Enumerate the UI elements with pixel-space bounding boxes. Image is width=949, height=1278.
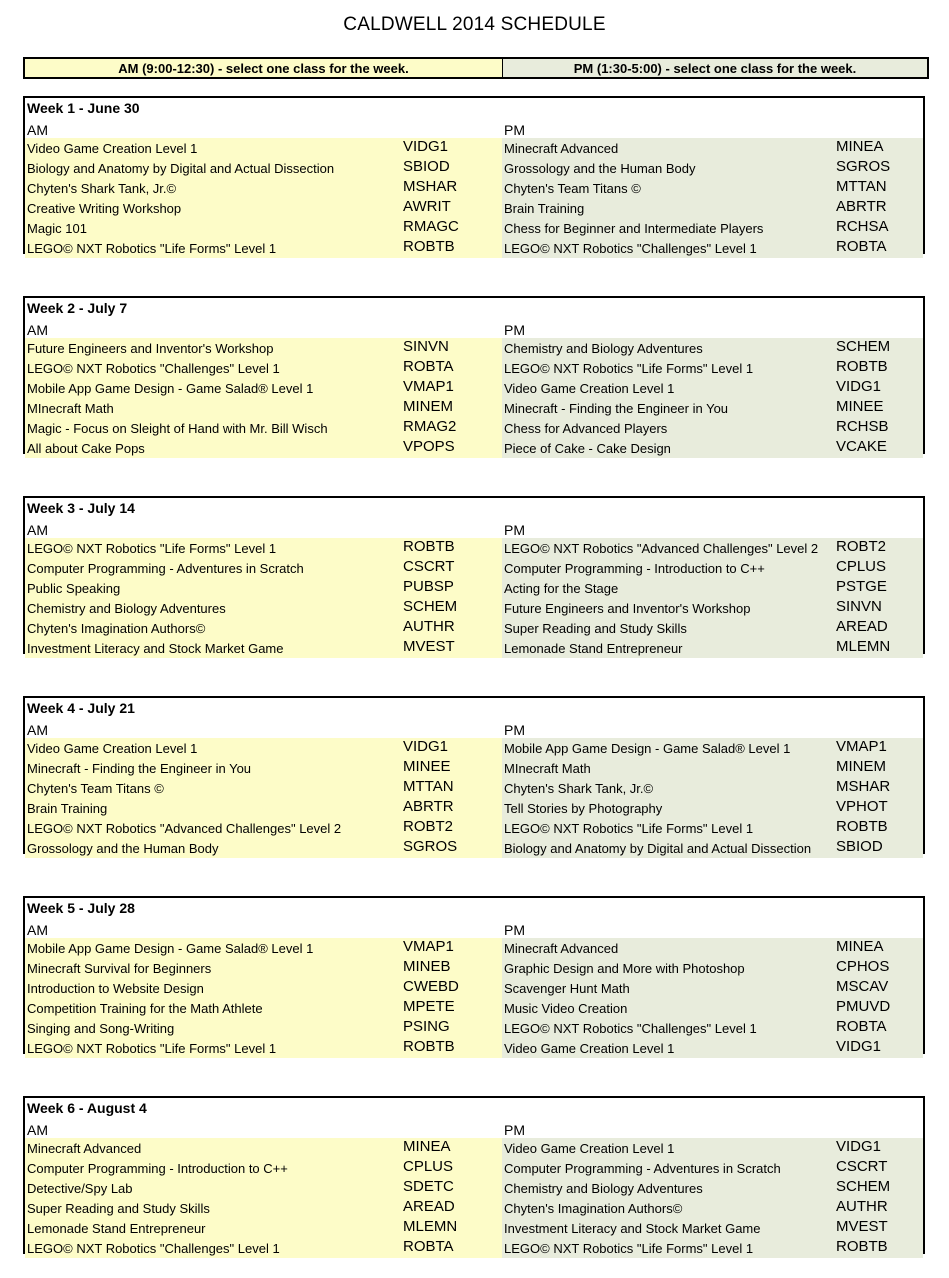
class-row [25, 538, 923, 558]
class-row [25, 238, 923, 258]
class-row [25, 998, 923, 1018]
pm-class-code: MSCAV [836, 978, 889, 995]
am-class-cell [25, 958, 502, 978]
pm-class-cell [502, 578, 923, 598]
am-class-code: MSHAR [403, 178, 458, 195]
class-row [25, 1138, 923, 1158]
class-row [25, 398, 923, 418]
class-row [25, 958, 923, 978]
pm-class-cell [502, 398, 923, 418]
week-block-3 [23, 496, 925, 654]
am-label: AM [27, 322, 48, 338]
pm-class-code: VCAKE [836, 438, 887, 455]
class-row [25, 378, 923, 398]
am-class-cell [25, 338, 502, 358]
class-rows [25, 138, 923, 258]
am-class-cell [25, 238, 502, 258]
pm-class-name: Minecraft - Finding the Engineer in You [504, 401, 729, 416]
am-class-code: VMAP1 [403, 938, 454, 955]
pm-class-name: MInecraft Math [504, 761, 591, 776]
pm-class-name: Video Game Creation Level 1 [504, 1041, 675, 1056]
am-class-code: MINEM [403, 398, 453, 415]
week-block-2 [23, 296, 925, 454]
pm-class-cell [502, 338, 923, 358]
am-class-cell [25, 598, 502, 618]
pm-class-cell [502, 218, 923, 238]
session-banner [23, 57, 929, 79]
am-label: AM [27, 922, 48, 938]
pm-class-name: Graphic Design and More with Photoshop [504, 961, 745, 976]
pm-class-name: Chyten's Imagination Authors© [504, 1201, 683, 1216]
class-row [25, 798, 923, 818]
pm-class-code: MTTAN [836, 178, 887, 195]
am-class-name: Minecraft - Finding the Engineer in You [27, 761, 252, 776]
am-class-cell [25, 398, 502, 418]
pm-class-code: SCHEM [836, 1178, 891, 1195]
am-class-code: VIDG1 [403, 138, 449, 155]
pm-class-code: CPLUS [836, 558, 887, 575]
am-class-name: Detective/Spy Lab [27, 1181, 133, 1196]
pm-class-code: SBIOD [836, 838, 883, 855]
am-class-name: Mobile App Game Design - Game Salad® Level 1 [27, 381, 314, 396]
week-block-6 [23, 1096, 925, 1254]
am-class-name: Investment Literacy and Stock Market Game [27, 641, 284, 656]
pm-label: PM [504, 922, 525, 938]
pm-class-name: Minecraft Advanced [504, 941, 619, 956]
pm-label: PM [504, 122, 525, 138]
am-class-cell [25, 158, 502, 178]
am-class-code: VPOPS [403, 438, 455, 455]
pm-class-cell [502, 438, 923, 458]
am-class-name: Minecraft Survival for Beginners [27, 961, 212, 976]
am-class-cell [25, 1198, 502, 1218]
am-session-banner: AM (9:00-12:30) - select one class for the week. [25, 59, 503, 77]
am-class-name: LEGO© NXT Robotics "Life Forms" Level 1 [27, 541, 277, 556]
pm-class-name: Chemistry and Biology Adventures [504, 1181, 703, 1196]
am-class-code: MINEB [403, 958, 451, 975]
am-class-code: SDETC [403, 1178, 454, 1195]
class-row [25, 758, 923, 778]
pm-class-cell [502, 938, 923, 958]
week-block-1 [23, 96, 925, 254]
am-class-name: Super Reading and Study Skills [27, 1201, 210, 1216]
am-class-code: ROBTA [403, 1238, 454, 1255]
class-row [25, 978, 923, 998]
pm-class-cell [502, 1158, 923, 1178]
pm-class-name: LEGO© NXT Robotics "Challenges" Level 1 [504, 1021, 757, 1036]
pm-class-cell [502, 538, 923, 558]
pm-class-cell [502, 558, 923, 578]
pm-class-code: SCHEM [836, 338, 891, 355]
week-title: Week 2 - July 7 [27, 300, 128, 316]
am-class-name: MInecraft Math [27, 401, 114, 416]
am-class-cell [25, 998, 502, 1018]
am-class-code: ROBT2 [403, 818, 454, 835]
am-class-cell [25, 578, 502, 598]
class-row [25, 838, 923, 858]
am-class-name: Magic - Focus on Sleight of Hand with Mr. Bill Wisch [27, 421, 328, 436]
class-rows [25, 338, 923, 458]
week-title: Week 5 - July 28 [27, 900, 135, 916]
am-class-name: Chyten's Team Titans © [27, 781, 164, 796]
class-row [25, 1198, 923, 1218]
am-class-name: Video Game Creation Level 1 [27, 741, 198, 756]
am-class-name: Minecraft Advanced [27, 1141, 142, 1156]
am-class-code: CWEBD [403, 978, 459, 995]
pm-class-code: VMAP1 [836, 738, 887, 755]
pm-class-code: ROBTA [836, 1018, 887, 1035]
am-class-cell [25, 218, 502, 238]
am-class-code: RMAG2 [403, 418, 457, 435]
pm-class-name: Music Video Creation [504, 1001, 628, 1016]
am-class-code: MPETE [403, 998, 455, 1015]
pm-label: PM [504, 1122, 525, 1138]
pm-class-code: CPHOS [836, 958, 890, 975]
am-class-cell [25, 1218, 502, 1238]
pm-class-name: Chess for Beginner and Intermediate Players [504, 221, 764, 236]
class-rows [25, 1138, 923, 1258]
am-class-code: VMAP1 [403, 378, 454, 395]
am-class-cell [25, 778, 502, 798]
am-class-cell [25, 798, 502, 818]
am-class-code: AUTHR [403, 618, 455, 635]
pm-class-code: VIDG1 [836, 378, 882, 395]
class-row [25, 1218, 923, 1238]
am-class-code: CPLUS [403, 1158, 454, 1175]
class-row [25, 138, 923, 158]
am-class-cell [25, 1158, 502, 1178]
am-class-code: ROBTB [403, 538, 455, 555]
page-title: CALDWELL 2014 SCHEDULE [343, 14, 606, 35]
week-block-4 [23, 696, 925, 854]
am-class-name: All about Cake Pops [27, 441, 145, 456]
pm-class-cell [502, 358, 923, 378]
am-class-code: ROBTB [403, 1038, 455, 1055]
am-class-code: RMAGC [403, 218, 459, 235]
pm-class-code: RCHSB [836, 418, 889, 435]
am-class-name: Chyten's Imagination Authors© [27, 621, 206, 636]
pm-class-code: SINVN [836, 598, 882, 615]
class-row [25, 1158, 923, 1178]
pm-class-name: Investment Literacy and Stock Market Game [504, 1221, 761, 1236]
am-class-cell [25, 618, 502, 638]
am-class-name: Future Engineers and Inventor's Workshop [27, 341, 274, 356]
am-class-cell [25, 418, 502, 438]
pm-class-name: LEGO© NXT Robotics "Life Forms" Level 1 [504, 361, 754, 376]
am-class-code: SGROS [403, 838, 458, 855]
pm-class-code: VPHOT [836, 798, 888, 815]
class-row [25, 338, 923, 358]
class-rows [25, 938, 923, 1058]
am-class-name: Grossology and the Human Body [27, 841, 219, 856]
am-class-name: Chyten's Shark Tank, Jr.© [27, 181, 177, 196]
pm-class-name: Super Reading and Study Skills [504, 621, 687, 636]
pm-class-cell [502, 1138, 923, 1158]
am-class-cell [25, 1018, 502, 1038]
pm-class-code: ROBT2 [836, 538, 887, 555]
pm-class-name: Scavenger Hunt Math [504, 981, 630, 996]
pm-class-code: MINEA [836, 138, 884, 155]
pm-class-cell [502, 418, 923, 438]
pm-class-name: LEGO© NXT Robotics "Advanced Challenges" Level 2 [504, 541, 819, 556]
pm-class-code: ROBTA [836, 238, 887, 255]
pm-class-cell [502, 998, 923, 1018]
am-class-name: Brain Training [27, 801, 108, 816]
pm-class-name: Computer Programming - Introduction to C++ [504, 561, 765, 576]
pm-class-cell [502, 598, 923, 618]
pm-class-name: Future Engineers and Inventor's Workshop [504, 601, 751, 616]
am-class-name: Public Speaking [27, 581, 121, 596]
pm-class-cell [502, 978, 923, 998]
am-class-code: MINEE [403, 758, 451, 775]
class-row [25, 938, 923, 958]
am-class-cell [25, 1038, 502, 1058]
pm-class-code: VIDG1 [836, 1038, 882, 1055]
pm-label: PM [504, 322, 525, 338]
class-row [25, 1178, 923, 1198]
class-row [25, 738, 923, 758]
am-class-name: LEGO© NXT Robotics "Life Forms" Level 1 [27, 1041, 277, 1056]
am-class-code: ROBTB [403, 238, 455, 255]
pm-class-code: MINEA [836, 938, 884, 955]
am-class-cell [25, 1238, 502, 1258]
pm-class-cell [502, 818, 923, 838]
pm-class-name: Chemistry and Biology Adventures [504, 341, 703, 356]
pm-class-cell [502, 618, 923, 638]
am-class-cell [25, 438, 502, 458]
class-row [25, 1238, 923, 1258]
am-class-name: Chemistry and Biology Adventures [27, 601, 226, 616]
week-title: Week 6 - August 4 [27, 1100, 147, 1116]
am-class-name: Lemonade Stand Entrepreneur [27, 1221, 206, 1236]
am-class-cell [25, 938, 502, 958]
class-row [25, 578, 923, 598]
am-class-cell [25, 738, 502, 758]
pm-class-code: AREAD [836, 618, 888, 635]
pm-class-code: MINEE [836, 398, 884, 415]
am-class-name: Magic 101 [27, 221, 87, 236]
pm-class-name: Biology and Anatomy by Digital and Actual Dissection [504, 841, 812, 856]
pm-class-name: Chess for Advanced Players [504, 421, 668, 436]
week-title: Week 1 - June 30 [27, 100, 140, 116]
am-class-code: ROBTA [403, 358, 454, 375]
am-class-cell [25, 138, 502, 158]
am-class-cell [25, 1138, 502, 1158]
am-class-code: MVEST [403, 638, 455, 655]
pm-session-banner: PM (1:30-5:00) - select one class for the week. [503, 59, 927, 77]
am-class-name: Computer Programming - Adventures in Scratch [27, 561, 304, 576]
pm-class-name: Lemonade Stand Entrepreneur [504, 641, 683, 656]
pm-class-code: MINEM [836, 758, 886, 775]
class-row [25, 358, 923, 378]
pm-class-cell [502, 1018, 923, 1038]
pm-class-cell [502, 778, 923, 798]
pm-class-code: ROBTB [836, 1238, 888, 1255]
pm-class-code: CSCRT [836, 1158, 888, 1175]
am-label: AM [27, 1122, 48, 1138]
week-title: Week 4 - July 21 [27, 700, 135, 716]
am-class-name: LEGO© NXT Robotics "Advanced Challenges" Level 2 [27, 821, 342, 836]
class-row [25, 178, 923, 198]
am-class-name: Computer Programming - Introduction to C++ [27, 1161, 288, 1176]
am-class-name: LEGO© NXT Robotics "Challenges" Level 1 [27, 361, 280, 376]
am-class-cell [25, 818, 502, 838]
am-class-name: Introduction to Website Design [27, 981, 204, 996]
pm-class-cell [502, 1198, 923, 1218]
pm-class-name: Grossology and the Human Body [504, 161, 696, 176]
class-row [25, 198, 923, 218]
pm-class-code: PMUVD [836, 998, 891, 1015]
am-class-cell [25, 198, 502, 218]
pm-class-cell [502, 1218, 923, 1238]
am-class-name: Video Game Creation Level 1 [27, 141, 198, 156]
pm-class-cell [502, 138, 923, 158]
pm-class-cell [502, 158, 923, 178]
am-class-code: SCHEM [403, 598, 458, 615]
pm-class-cell [502, 758, 923, 778]
pm-class-name: Acting for the Stage [504, 581, 619, 596]
class-row [25, 618, 923, 638]
am-class-cell [25, 178, 502, 198]
am-label: AM [27, 722, 48, 738]
pm-class-cell [502, 178, 923, 198]
pm-class-name: Chyten's Team Titans © [504, 181, 641, 196]
am-class-cell [25, 538, 502, 558]
pm-class-code: MVEST [836, 1218, 888, 1235]
pm-class-code: MSHAR [836, 778, 891, 795]
am-class-cell [25, 978, 502, 998]
pm-class-cell [502, 638, 923, 658]
pm-class-name: Computer Programming - Adventures in Scratch [504, 1161, 781, 1176]
pm-class-cell [502, 798, 923, 818]
pm-class-code: MLEMN [836, 638, 891, 655]
class-row [25, 1038, 923, 1058]
am-class-code: MTTAN [403, 778, 454, 795]
class-rows [25, 738, 923, 858]
pm-class-name: Video Game Creation Level 1 [504, 381, 675, 396]
pm-class-name: Tell Stories by Photography [504, 801, 663, 816]
pm-class-cell [502, 1178, 923, 1198]
pm-class-code: ROBTB [836, 358, 888, 375]
class-row [25, 558, 923, 578]
pm-class-name: Mobile App Game Design - Game Salad® Level 1 [504, 741, 791, 756]
pm-class-name: Minecraft Advanced [504, 141, 619, 156]
week-title: Week 3 - July 14 [27, 500, 135, 516]
am-class-code: CSCRT [403, 558, 455, 575]
am-class-name: LEGO© NXT Robotics "Life Forms" Level 1 [27, 241, 277, 256]
class-row [25, 638, 923, 658]
week-block-5 [23, 896, 925, 1054]
pm-class-code: ROBTB [836, 818, 888, 835]
pm-class-cell [502, 838, 923, 858]
am-class-name: Biology and Anatomy by Digital and Actual Dissection [27, 161, 335, 176]
pm-class-cell [502, 738, 923, 758]
pm-class-name: LEGO© NXT Robotics "Life Forms" Level 1 [504, 821, 754, 836]
am-label: AM [27, 522, 48, 538]
pm-class-code: AUTHR [836, 1198, 888, 1215]
am-class-code: AWRIT [403, 198, 451, 215]
am-class-name: Singing and Song-Writing [27, 1021, 175, 1036]
pm-label: PM [504, 722, 525, 738]
pm-class-name: Chyten's Shark Tank, Jr.© [504, 781, 654, 796]
class-row [25, 418, 923, 438]
am-class-cell [25, 1178, 502, 1198]
class-row [25, 218, 923, 238]
pm-class-name: LEGO© NXT Robotics "Life Forms" Level 1 [504, 1241, 754, 1256]
am-class-code: MINEA [403, 1138, 451, 1155]
am-class-code: PSING [403, 1018, 450, 1035]
pm-class-cell [502, 1238, 923, 1258]
am-class-code: VIDG1 [403, 738, 449, 755]
class-rows [25, 538, 923, 658]
pm-class-code: ABRTR [836, 198, 887, 215]
pm-class-name: LEGO© NXT Robotics "Challenges" Level 1 [504, 241, 757, 256]
am-class-cell [25, 758, 502, 778]
pm-class-name: Piece of Cake - Cake Design [504, 441, 671, 456]
am-class-name: Creative Writing Workshop [27, 201, 182, 216]
am-class-code: SBIOD [403, 158, 450, 175]
am-class-code: PUBSP [403, 578, 454, 595]
pm-label: PM [504, 522, 525, 538]
am-class-code: SINVN [403, 338, 449, 355]
am-class-cell [25, 358, 502, 378]
pm-class-cell [502, 1038, 923, 1058]
class-row [25, 1018, 923, 1038]
am-class-name: Competition Training for the Math Athlete [27, 1001, 263, 1016]
am-class-name: Mobile App Game Design - Game Salad® Level 1 [27, 941, 314, 956]
class-row [25, 438, 923, 458]
pm-class-cell [502, 198, 923, 218]
am-label: AM [27, 122, 48, 138]
am-class-cell [25, 638, 502, 658]
class-row [25, 818, 923, 838]
class-row [25, 598, 923, 618]
am-class-name: LEGO© NXT Robotics "Challenges" Level 1 [27, 1241, 280, 1256]
class-row [25, 158, 923, 178]
pm-class-code: RCHSA [836, 218, 889, 235]
am-class-code: ABRTR [403, 798, 454, 815]
am-class-cell [25, 558, 502, 578]
am-class-code: MLEMN [403, 1218, 458, 1235]
pm-class-name: Video Game Creation Level 1 [504, 1141, 675, 1156]
pm-class-name: Brain Training [504, 201, 585, 216]
pm-class-code: PSTGE [836, 578, 887, 595]
pm-class-code: VIDG1 [836, 1138, 882, 1155]
pm-class-cell [502, 378, 923, 398]
class-row [25, 778, 923, 798]
pm-class-cell [502, 958, 923, 978]
am-class-cell [25, 378, 502, 398]
am-class-cell [25, 838, 502, 858]
pm-class-code: SGROS [836, 158, 891, 175]
am-class-code: AREAD [403, 1198, 455, 1215]
pm-class-cell [502, 238, 923, 258]
